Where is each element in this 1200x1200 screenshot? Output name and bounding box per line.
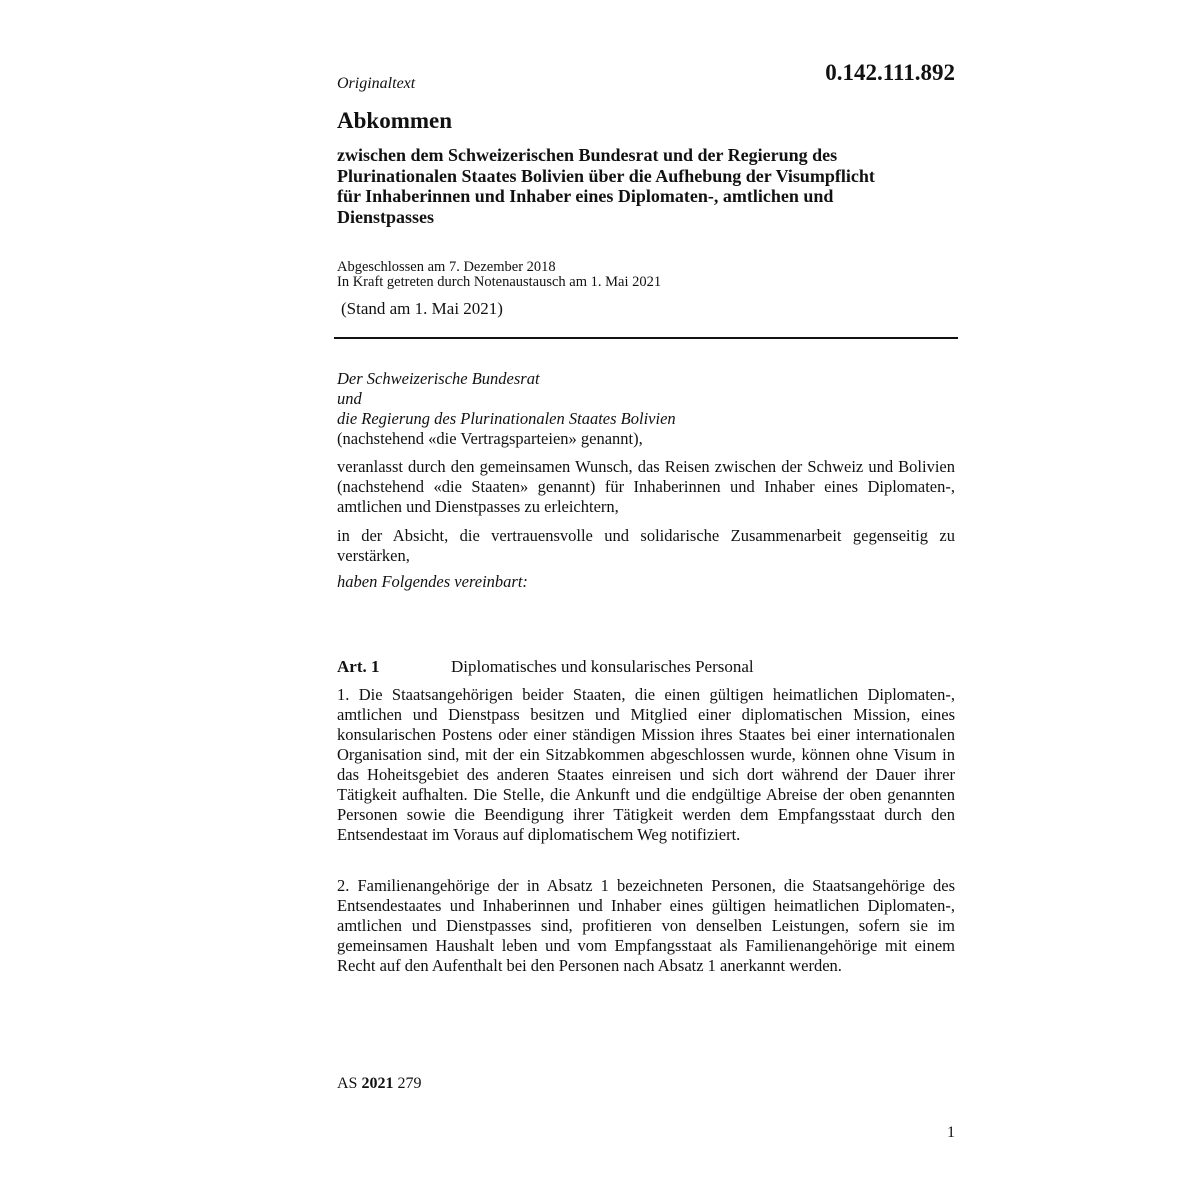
party-swiss: Der Schweizerische Bundesrat [337, 369, 540, 388]
preamble-recital: in der Absicht, die vertrauensvolle und solidarische Zusammenarbeit gegenseitig zu verstärken, [337, 526, 955, 565]
article-paragraph: 1. Die Staatsangehörigen beider Staaten, die einen gültigen heimatlichen Diplomaten-, amtlichen und Dienstpass besitzen und Mitglied einer diplomatischen Mission, eines konsularischen Postens oder einer ständigen Mission ihres Staates bei einer internationalen Organisation sind, mit der ein Sitzabkommen abgeschlossen wurde, können ohne Visum in das Hoheitsgebiet des anderen Staates einreisen und sich dort während der Dauer ihrer Tätigkeit aufhalten. Die Stelle, die Ankunft und die endgültige Abreise der oben genannten Personen sowie die Beendigung ihrer Tätigkeit werden dem Empfangsstaat durch den Entsendestaat im Voraus auf diplomatischem Weg notifiziert. [337, 685, 955, 844]
as-year: 2021 [361, 1075, 394, 1092]
as-page: 279 [397, 1075, 422, 1092]
party-conjunction: und [337, 389, 362, 408]
subtitle-line: Dienstpasses [337, 206, 435, 227]
article-paragraph: 2. Familienangehörige der in Absatz 1 bezeichneten Personen, die Staatsangehörige des Entsendestaates und Inhaberinnen und Inhaber eines gültigen heimatlichen Diplomaten-, amtlichen und Dienstpasses sind, profitieren von denselben Leistungen, sofern sie im gemeinsamen Haushalt leben und vom Empfangsstaat als Familienangehörige mit einem Recht auf den Aufenthalt bei den Personen nach Absatz 1 anerkannt werden. [337, 876, 955, 975]
preamble-parties [337, 369, 955, 449]
party-bolivia: die Regierung des Plurinationalen Staates Bolivien [337, 409, 676, 428]
preamble-agreed: haben Folgendes vereinbart: [337, 572, 528, 591]
sr-number: 0.142.111.892 [825, 60, 955, 85]
official-collection-ref [337, 1075, 421, 1093]
party-note: (nachstehend «die Vertragsparteien» genannt), [337, 429, 643, 448]
conclusion-info [337, 260, 661, 290]
subtitle-line: für Inhaberinnen und Inhaber eines Diplomaten-, amtlichen und [337, 186, 834, 206]
subtitle-line: zwischen dem Schweizerischen Bundesrat und der Regierung des [337, 145, 838, 165]
page-number: 1 [947, 1124, 955, 1141]
article-heading [337, 657, 754, 677]
subtitle-line: Plurinationalen Staates Bolivien über die Aufhebung der Visumpflicht [337, 165, 875, 186]
as-prefix: AS [337, 1075, 358, 1092]
article-title: Diplomatisches und konsularisches Personal [451, 657, 754, 676]
originaltext-label: Originaltext [337, 75, 416, 92]
article-label: Art. 1 [337, 657, 380, 676]
document-title: Abkommen [337, 108, 453, 133]
concluded-date: Abgeschlossen am 7. Dezember 2018 [337, 259, 556, 275]
status-date: (Stand am 1. Mai 2021) [341, 299, 503, 318]
preamble-recital: veranlasst durch den gemeinsamen Wunsch, das Reisen zwischen der Schweiz und Bolivien (nachstehend «die Staaten» genannt) für Inhaberinnen und Inhaber eines Diplomaten-, amtlichen und Dienstpasses zu erleichtern, [337, 457, 955, 516]
horizontal-divider [334, 337, 958, 339]
document-subtitle [337, 145, 957, 227]
in-force-date: In Kraft getreten durch Notenaustausch am 1. Mai 2021 [337, 274, 662, 290]
